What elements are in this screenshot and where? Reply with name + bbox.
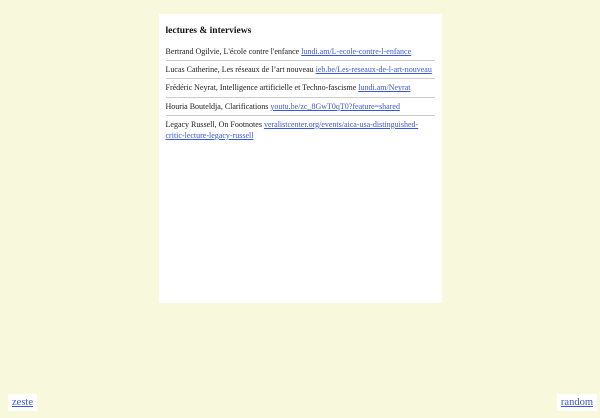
lecture-text: Houria Bouteldja, Clarifications — [165, 101, 269, 111]
lecture-text: Bertrand Ogilvie, L'école contre l'enfance — [165, 47, 300, 56]
lectures-list — [166, 43, 435, 144]
lecture-link[interactable]: youtu.be/zc_8GwT0qT0?feature=shared — [270, 101, 400, 111]
lecture-link[interactable]: lundi.am/Neyrat — [358, 83, 411, 93]
lecture-text: Frédéric Neyrat, Intelligence artificielle et Techno-fascisme — [165, 83, 357, 93]
list-item — [166, 116, 435, 144]
lectures-panel — [159, 14, 442, 303]
lecture-text: Lucas Catherine, Les réseaux de l’art nouveau — [165, 65, 314, 75]
list-item — [166, 61, 435, 79]
lecture-text: Legacy Russell, On Footnotes — [165, 119, 262, 129]
list-item — [166, 79, 435, 97]
lecture-link[interactable]: veralistcenter.org/events/aica-usa-distinguished-critic-lecture-legacy-russell — [165, 119, 419, 140]
list-item — [166, 98, 435, 116]
list-item — [166, 43, 435, 61]
zeste-link[interactable]: zeste — [8, 394, 37, 411]
lecture-link[interactable]: lundi.am/L-ecole-contre-l-enfance — [301, 47, 412, 56]
random-link[interactable]: random — [557, 394, 597, 411]
lecture-link[interactable]: ieb.be/Les-reseaux-de-l-art-nouveau — [315, 65, 432, 75]
page-title: lectures & interviews — [165, 26, 252, 36]
